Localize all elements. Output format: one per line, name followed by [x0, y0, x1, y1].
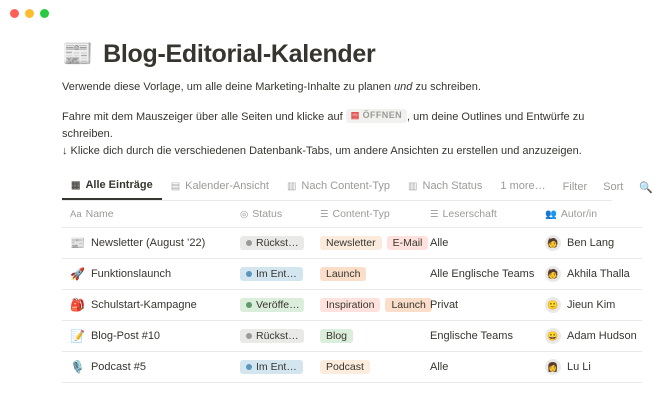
cell-autor[interactable]: [537, 228, 642, 259]
cell-status[interactable]: [232, 321, 312, 352]
intro-line-2-part-a: Fahre mit dem Mauszeiger über alle Seiten und klicke auf: [62, 111, 343, 124]
author-name: Lu Li: [567, 361, 591, 374]
tab-more-label: 1 more…: [500, 180, 546, 193]
column-header-content-typ-label: Content-Typ: [332, 208, 390, 221]
status-dot-icon: [246, 302, 252, 308]
tag: Inspiration: [320, 298, 380, 312]
database-table: [62, 201, 642, 383]
column-header-status-label: Status: [252, 208, 283, 221]
sort-button[interactable]: Sort: [603, 181, 624, 194]
cell-autor[interactable]: [537, 321, 642, 352]
status-label: Rückst…: [256, 237, 299, 250]
filter-button[interactable]: Filter: [562, 181, 588, 194]
search-icon[interactable]: 🔍: [639, 181, 654, 194]
tab-kalender-ansicht[interactable]: [162, 175, 278, 199]
cell-autor[interactable]: [537, 352, 642, 383]
cell-content-typ[interactable]: [312, 321, 422, 352]
row-title: Funktionslaunch: [90, 268, 172, 281]
row-emoji-icon: 🚀: [70, 267, 85, 282]
status-dot-icon: [246, 240, 252, 246]
cell-leserschaft[interactable]: Englische Teams: [422, 321, 537, 352]
intro-line-1-part-a: Verwende diese Vorlage, um alle deine Marketing-Inhalte zu planen: [62, 81, 395, 93]
page-title: Blog-Editorial-Kalender: [103, 40, 376, 68]
maximize-window-button[interactable]: [40, 9, 49, 18]
cell-status[interactable]: [232, 352, 312, 383]
cell-status[interactable]: [232, 290, 312, 321]
cell-name[interactable]: [62, 321, 232, 352]
tag: Blog: [320, 329, 353, 343]
row-title: Podcast #5: [90, 361, 146, 374]
cell-autor[interactable]: [537, 259, 642, 290]
status-label: Im Ent…: [256, 361, 297, 374]
tag: Launch: [320, 267, 366, 281]
table-header-row: [62, 201, 642, 228]
cell-leserschaft[interactable]: Alle: [422, 228, 537, 259]
intro-line-1: [62, 79, 612, 96]
status-label: Im Ent…: [256, 268, 297, 281]
document-icon: ▤: [350, 110, 360, 121]
tab-alle-eintraege[interactable]: [62, 174, 162, 200]
row-emoji-icon: 🎙️: [70, 360, 85, 375]
column-header-leserschaft[interactable]: [422, 201, 537, 228]
author-name: Ben Lang: [567, 237, 615, 250]
table-icon: ▦: [71, 179, 81, 191]
author-name: Adam Hudson: [567, 330, 637, 343]
cell-content-typ[interactable]: [312, 259, 422, 290]
open-badge[interactable]: [346, 109, 407, 123]
avatar: 🧑: [545, 266, 561, 282]
column-header-leserschaft-label: Leserschaft: [442, 208, 497, 221]
status-badge: [240, 360, 303, 374]
column-header-name-label: Name: [85, 208, 114, 221]
avatar: 👩: [545, 359, 561, 375]
avatar: 🧑: [545, 235, 561, 251]
avatar: 🙂: [545, 297, 561, 313]
row-title: Blog-Post #10: [90, 330, 161, 343]
minimize-window-button[interactable]: [25, 9, 34, 18]
page-title-row: [62, 40, 612, 69]
cell-name[interactable]: [62, 352, 232, 383]
status-dot-icon: [246, 271, 252, 277]
person-type-icon: 👥: [545, 209, 557, 221]
cell-status[interactable]: [232, 228, 312, 259]
intro-line-2: [62, 109, 612, 143]
cell-name[interactable]: [62, 228, 232, 259]
cell-leserschaft[interactable]: Alle: [422, 352, 537, 383]
tab-kalender-ansicht-label: Kalender-Ansicht: [185, 180, 269, 193]
avatar: 😀: [545, 328, 561, 344]
multiselect-type-icon: ☰: [320, 209, 329, 221]
status-badge: [240, 267, 303, 281]
table-row[interactable]: [62, 321, 642, 352]
cell-name[interactable]: [62, 259, 232, 290]
cell-content-typ[interactable]: [312, 290, 426, 321]
cell-name[interactable]: [62, 290, 232, 321]
tab-nach-content-typ[interactable]: [278, 175, 399, 199]
page-content: [0, 26, 654, 383]
tag: Launch: [385, 298, 431, 312]
close-window-button[interactable]: [10, 9, 19, 18]
database-tabs: [62, 174, 654, 201]
status-label: Rückst…: [256, 330, 299, 343]
window-chrome: [0, 0, 640, 26]
author-name: Akhila Thalla: [567, 268, 630, 281]
row-emoji-icon: 📝: [70, 329, 85, 344]
cell-autor[interactable]: [537, 290, 642, 321]
cell-content-typ[interactable]: [312, 352, 422, 383]
column-header-autor-label: Autor/in: [560, 208, 598, 221]
newspaper-icon: 📰: [62, 40, 94, 68]
cell-leserschaft[interactable]: Privat: [422, 290, 537, 321]
tab-more[interactable]: [491, 175, 554, 199]
calendar-icon: ▤: [170, 180, 181, 192]
tab-nach-status-label: Nach Status: [422, 180, 483, 193]
open-badge-label: ÖFFNEN: [362, 110, 403, 121]
column-header-content-typ[interactable]: [312, 201, 422, 228]
tab-nach-status[interactable]: [399, 175, 491, 199]
status-badge: [240, 329, 304, 343]
board-icon: ▥: [408, 180, 418, 192]
status-badge: [240, 236, 304, 250]
column-header-name[interactable]: [62, 201, 232, 228]
multiselect-type-icon: ☰: [430, 209, 439, 221]
tab-nach-content-typ-label: Nach Content-Typ: [301, 180, 391, 193]
page-intro: [62, 79, 612, 160]
column-header-status[interactable]: [232, 201, 312, 228]
intro-line-1-part-b: zu schreiben.: [412, 81, 481, 93]
status-dot-icon: [246, 333, 252, 339]
board-icon: ▥: [286, 180, 297, 192]
status-dot-icon: [246, 364, 252, 370]
status-type-icon: ◎: [240, 209, 249, 221]
tag: Podcast: [320, 360, 370, 374]
text-type-icon: Aa: [70, 209, 82, 221]
author-name: Jieun Kim: [567, 299, 616, 312]
table-row[interactable]: [62, 352, 642, 383]
intro-line-3: ↓ Klicke dich durch die verschiedenen Datenbank-Tabs, um andere Ansichten zu erstellen und anzuzeigen.: [62, 145, 582, 158]
cell-leserschaft[interactable]: Alle Englische Teams: [422, 259, 537, 290]
status-label: Veröffe…: [256, 299, 300, 312]
table-row[interactable]: [62, 259, 642, 290]
cell-content-typ[interactable]: [312, 228, 422, 259]
intro-line-2-part-b: , um deine Outlines und Entwürfe zu schreiben.: [62, 111, 585, 141]
intro-line-1-emphasis: und: [394, 81, 413, 93]
cell-status[interactable]: [232, 259, 312, 290]
tab-alle-eintraege-label: Alle Einträge: [85, 179, 153, 192]
table-row[interactable]: [62, 228, 642, 259]
row-emoji-icon: 📰: [70, 236, 85, 251]
tag: Newsletter: [320, 236, 382, 250]
column-header-autor[interactable]: [537, 201, 642, 228]
table-row[interactable]: [62, 290, 642, 321]
row-title: Newsletter (August ’22): [90, 237, 206, 250]
status-badge: [240, 298, 304, 312]
tag: E-Mail: [387, 236, 429, 250]
row-title: Schulstart-Kampagne: [90, 299, 197, 312]
row-emoji-icon: 🎒: [70, 298, 85, 313]
